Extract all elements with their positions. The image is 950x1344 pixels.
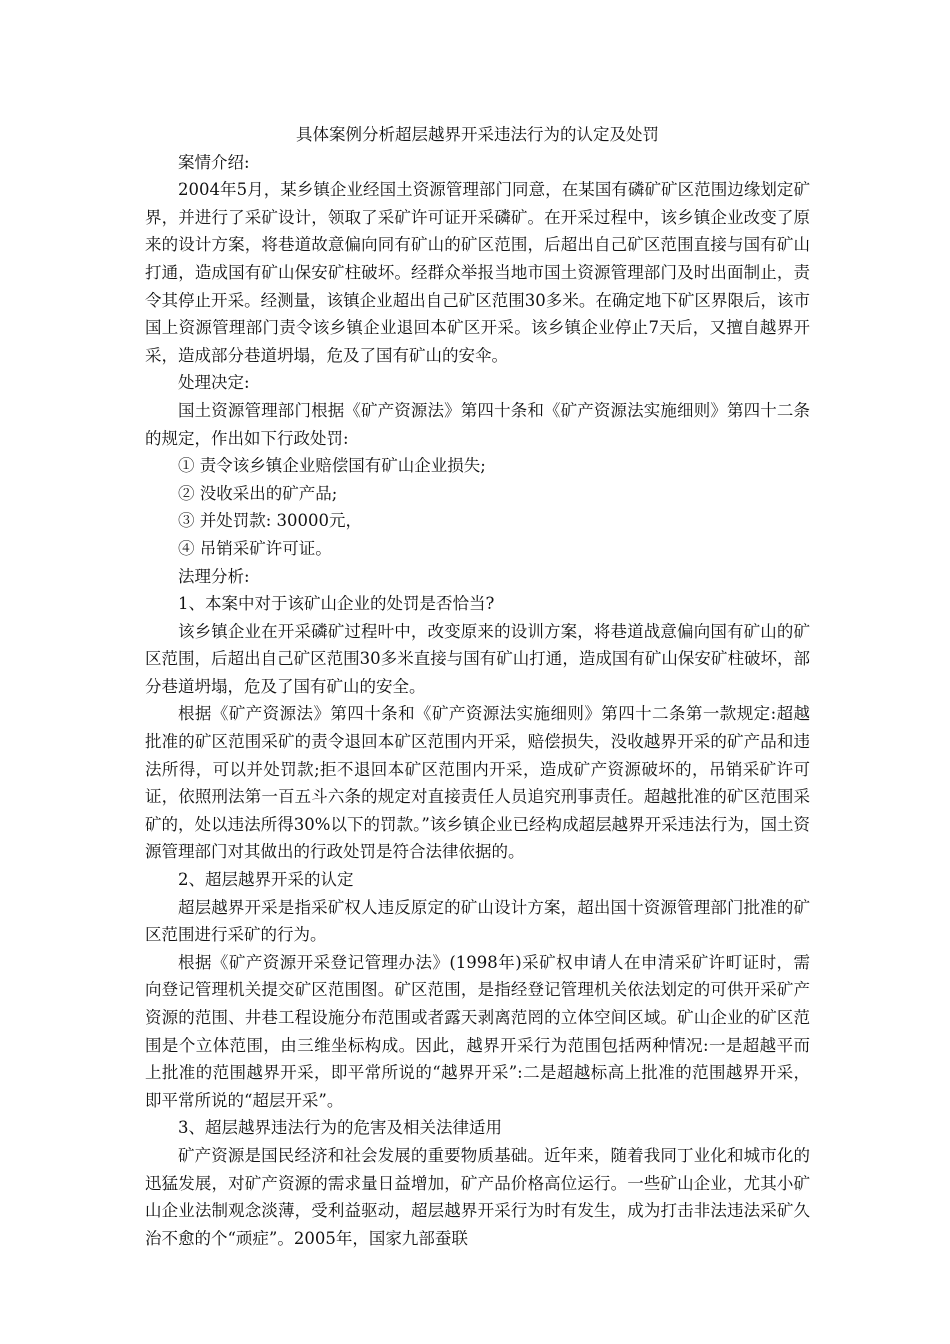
- paragraph-analysis-2a: 超层越界开采是指采矿权人违反原定的矿山设计方案，超出国十资源管理部门批准的矿区范围进行采矿的行为。: [145, 897, 810, 945]
- penalty-item-3: ③ 并处罚款: 30000元，: [178, 511, 363, 531]
- penalty-item-4: ④ 吊销采矿许可证。: [178, 538, 332, 558]
- paragraph-analysis-2b: 根据《矿产资源开采登记管理办法》(1998年)采矿权申请人在申清采矿许町证时，需向登记管理机关提交矿区范围图。矿区范围，是指经登记管理机关依法划定的可供开采矿产资源的范围、井巷工程设施分布范围或者露天剥离范罔的立体空间区域。矿山企业的矿区范围是个立体范围，由三维坐标构成。因此，越界开采行为范围包括两种情况:一是超越平而上批准的范围越界开采，即平常所说的“越界开采”:二是超越标高上批准的范围越界开采，即平常所说的“超层开采”。: [145, 952, 810, 1110]
- paragraph-analysis-3: 矿产资源是国民经济和社会发展的重要物质基础。近年来，随着我同丁业化和城市化的迅猛发展，对矿产资源的需求量日益增加，矿产品价格高位运行。一些矿山企业，尤其小矿山企业法制观念淡薄，受利益驱动，超层越界开采行为时有发生，成为打击非法违法采矿久治不愈的个“顽症”。2005年，国家九部蚕联: [145, 1145, 810, 1248]
- document-title: 具体案例分析超层越界开采违法行为的认定及处罚: [296, 125, 659, 144]
- section-heading-case: 案情介绍:: [178, 152, 250, 172]
- penalty-item-2: ② 没收采出的矿产品;: [178, 483, 338, 503]
- section-heading-decision: 处理决定:: [178, 373, 250, 393]
- paragraph-decision: 国土资源管理部门根据《矿产资源法》第四十条和《矿产资源法实施细则》第四十二条的规定，作出如下行政处罚:: [145, 400, 810, 448]
- subheading-1: 1、本案中对于该矿山企业的处罚是否恰当?: [178, 594, 495, 614]
- paragraph-analysis-1a: 该乡镇企业在开采磷矿过程叶中，改变原来的设训方案，将巷道战意偏向国有矿山的矿区范围，后超出自己矿区范围30多米直接与国有矿山打通，造成国有矿山保安矿柱破坏，部分巷道坍塌，危及了国有矿山的安全。: [145, 621, 810, 696]
- section-heading-analysis: 法理分析:: [178, 566, 250, 586]
- penalty-item-1: ① 责令该乡镇企业赔偿国有矿山企业损失;: [178, 456, 486, 476]
- subheading-3: 3、超层越界违法行为的危害及相关法律适用: [178, 1118, 502, 1138]
- document-body: [145, 121, 810, 1252]
- paragraph-analysis-1b: 根据《矿产资源法》第四十条和《矿产资源法实施细则》第四十二条第一款规定:超越批准的矿区范围采矿的责令退回本矿区范围内开采，赔偿损失，没收越界开采的矿产品和违法所得，可以并处罚款;拒不退回本矿区范围内开采，造成矿产资源破坏的，吊销采矿许可证，依照刑法第一百五斗六条的规定对直接责任人员追究刑事责任。超越批准的矿区范围采矿的，处以违法所得30%以下的罚款。”该乡镇企业已经构成超层越界开采违法行为，国土资源管理部门对其做出的行政处罚是符合法律依据的。: [145, 704, 810, 862]
- paragraph-case-description: 2004年5月，某乡镇企业经国土资源管理部门同意，在某国有磷矿矿区范围边缘划定矿界，并进行了采矿设计，领取了采矿许可证开采磷矿。在开采过程中，该乡镇企业改变了原来的设计方案，将巷道故意偏向同有矿山的矿区范围，后超出自己矿区范围直接与国有矿山打通，造成国有矿山保安矿柱破坏。经群众举报当地市国土资源管理部门及时出面制止，责令其停止开采。经测量，该镇企业超出自己矿区范围30多米。在确定地下矿区界限后，该市国上资源管理部门责令该乡镇企业退回本矿区开采。该乡镇企业停止7天后，又擅自越界开采，造成部分巷道坍塌，危及了国有矿山的安伞。: [145, 180, 810, 365]
- subheading-2: 2、超层越界开采的认定: [178, 870, 354, 890]
